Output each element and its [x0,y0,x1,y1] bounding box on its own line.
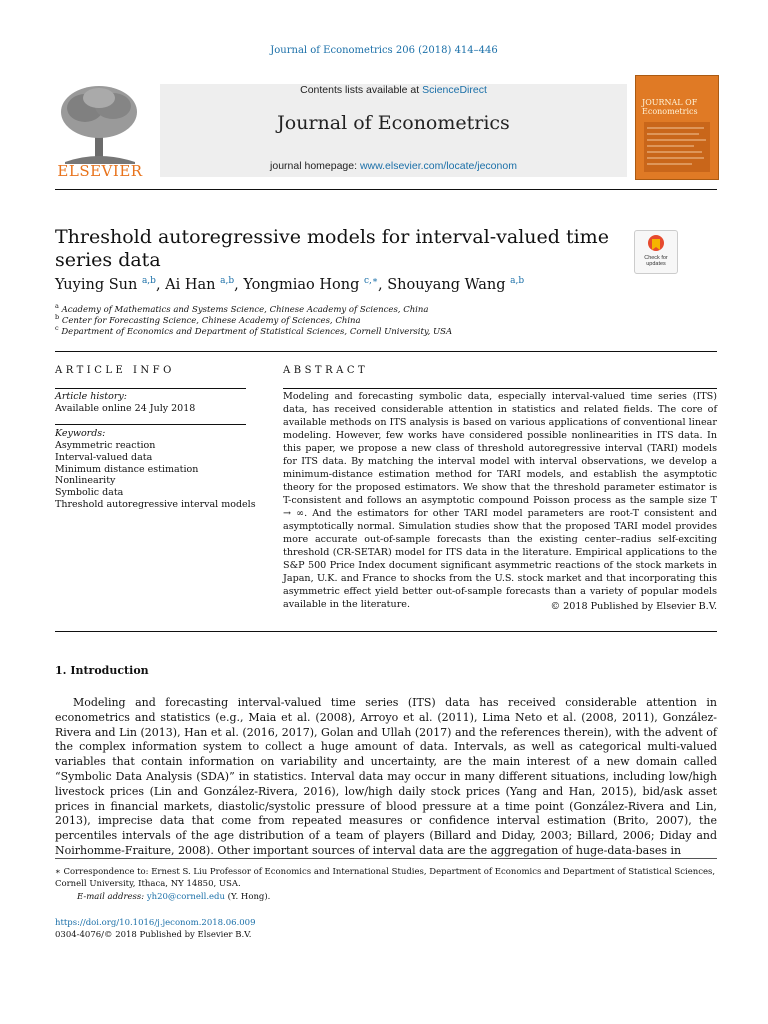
journal-homepage-link[interactable]: www.elsevier.com/locate/jeconom [359,160,517,172]
keyword: Symbolic data [55,487,124,499]
email-link[interactable]: yh20@cornell.edu [146,892,225,902]
affiliation-text: Department of Economics and Department of Statistical Sciences, Cornell University, USA [61,326,453,337]
keyword: Threshold autoregressive interval models [55,498,256,510]
check-for-updates-label [635,255,677,267]
affiliation-mark: c [55,324,59,332]
author-name: Shouyang Wang [387,276,506,293]
journal-title: Journal of Econometrics [277,112,510,134]
article-history-value: Available online 24 July 2018 [55,403,196,414]
article-info-heading: ARTICLE INFO [55,365,175,376]
author-list: Yuying Sun $^{a,b}$, Ai Han $^{a,b}$, Yongmiao Hong $^{c,∗}$, Shouyang Wang $^{a,b}$ [55,276,525,293]
author-affiliation-mark[interactable]: a,b [141,276,156,286]
cover-title-line1: JOURNAL OF [642,98,698,107]
author-affiliation-mark[interactable]: c,∗ [363,276,379,286]
sciencedirect-link[interactable]: ScienceDirect [422,84,487,96]
cover-contents-graphic [644,122,710,172]
abstract-body: Modeling and forecasting symbolic data, especially interval-valued time series (ITS) data, has received considerable attention in statistics and related fields. The core of available methods on ITS analysis is based on various applications of conventional linear modeling. However, few works have considered possible nonlinearities in ITS data. In this paper, we propose a new class of threshold autoregressive interval (TARI) models for ITS data. By matching the interval model with interval observations, we develop a minimum-distance estimation method for TARI models, and establish the asymptotic theory for the proposed estimators. We show that the threshold parameter estimator is T-consistent and follows an asymptotic compound Poisson process as the sample size T → ∞. And the estimators for other TARI model parameters are root-T consistent and asymptotically normal. Simulation studies show that the proposed TARI model provides more accurate out-of-sample forecasts than the existing center–radius self-exciting threshold (CR-SETAR) model for ITS data in the literature. Empirical applications to the S&P 500 Price Index document significant asymmetric reactions of the stock markets in Japan, U.K. and France to shocks from the U.S. stock market and that incorporating this asymmetric effect yield better out-of-sample forecasts than a variety of popular models available in the literature. [283,391,717,610]
affiliation-text: Academy of Mathematics and Systems Science, Chinese Academy of Sciences, China [61,304,429,315]
keyword: Asymmetric reaction [55,440,156,451]
abstract-heading: ABSTRACT [283,365,369,376]
author-affiliation-mark[interactable]: a,b [510,276,525,286]
email-footnote [55,892,717,904]
abstract-rule [283,388,717,389]
doi-link[interactable]: https://doi.org/10.1016/j.jeconom.2018.06.009 [55,918,256,928]
homepage-line [160,160,627,172]
correspondence-footnote [55,867,717,890]
journal-reference[interactable]: Journal of Econometrics 206 (2018) 414–446 [270,45,498,56]
article-info-rule [55,388,246,389]
keyword: Minimum distance estimation [55,463,199,475]
keyword: Interval-valued data [55,451,153,463]
cover-title [642,98,712,116]
elsevier-wordmark: ELSEVIER [57,162,143,180]
article-history-label: Article history: [55,391,127,402]
keywords-label: Keywords: [55,428,106,439]
journal-banner [160,84,627,177]
introduction-heading: 1. Introduction [55,664,149,677]
author-affiliation-mark[interactable]: a,b [220,276,235,286]
contents-line [160,84,627,96]
affiliation-mark: a [55,302,59,310]
keywords-list [55,440,256,511]
author-name: Ai Han [165,276,216,293]
keywords-rule [55,424,246,425]
cover-title-line2: Econometrics [642,107,698,116]
header-rule [55,189,717,190]
issn-line: 0304-4076/© 2018 Published by Elsevier B.V. [55,930,252,940]
homepage-prefix: journal homepage: [270,160,358,172]
contents-prefix: Contents lists available at [300,84,420,96]
author-name: Yongmiao Hong [243,276,360,293]
affiliation-mark: b [55,313,60,321]
title-block-rule [55,351,717,352]
check-for-updates-line2: updates [646,261,666,267]
check-for-updates-button[interactable] [634,230,678,274]
abstract-copyright: © 2018 Published by Elsevier B.V. [550,601,717,612]
author-name: Yuying Sun [55,276,138,293]
email-suffix: (Y. Hong). [227,892,271,902]
keyword: Nonlinearity [55,475,116,487]
footnote-text: Correspondence to: Ernest S. Liu Professor of Economics and International Studies, Department of Economics and Department of Statistical Sciences, Cornell University, Ithaca, NY 14850, USA. [55,867,716,889]
email-label: E-mail address: [77,892,145,902]
abstract-bottom-rule [55,631,717,632]
elsevier-logo [55,84,145,180]
introduction-paragraph: Modeling and forecasting interval-valued time series (ITS) data has received considerable attention in econometrics and statistics (e.g., Maia et al. (2008), Arroyo et al. (2011), Lima Neto et al. (2008, 2011), González-Rivera and Lin (2013), Han et al. (2016, 2017), Golan and Ullah (2017) and the references therein), with the advent of the complex information system to collect a huge amount of data. Intervals, as well as categorical multi-valued variables that contain information on variability and uncertainty, are the main interest of a new domain called “Symbolic Data Analysis (SDA)” in statistics. Interval data may occur in many different situations, including low/high livestock prices (Lin and González-Rivera, 2016), low/high daily stock prices (Yang and Han, 2015), bid/ask asset prices in financial markets, diastolic/systolic pressure of blood pressure at a time point (González-Rivera and Lin, 2013), imprecise data that come from repeated measures or confidence interval estimation (Brito, 2007), the percentiles intervals of the age distribution of a team of players (Billard and Diday, 2003; Billard, 2006; Diday and Noirhomme-Fraiture, 2008). Other important sources of interval data are the aggregation of huge-data-bases in [55,696,717,857]
footnote-rule [55,858,717,859]
affiliation-c [55,324,452,337]
affiliation-text: Center for Forecasting Science, Chinese Academy of Sciences, China [61,315,361,326]
paper-title: Threshold autoregressive models for interval-valued time series data [55,226,609,271]
bookmark-icon [647,234,665,254]
journal-cover-thumbnail [635,75,719,180]
footnote-mark: ∗ [55,867,61,877]
check-for-updates-line1: Check for [644,255,668,261]
